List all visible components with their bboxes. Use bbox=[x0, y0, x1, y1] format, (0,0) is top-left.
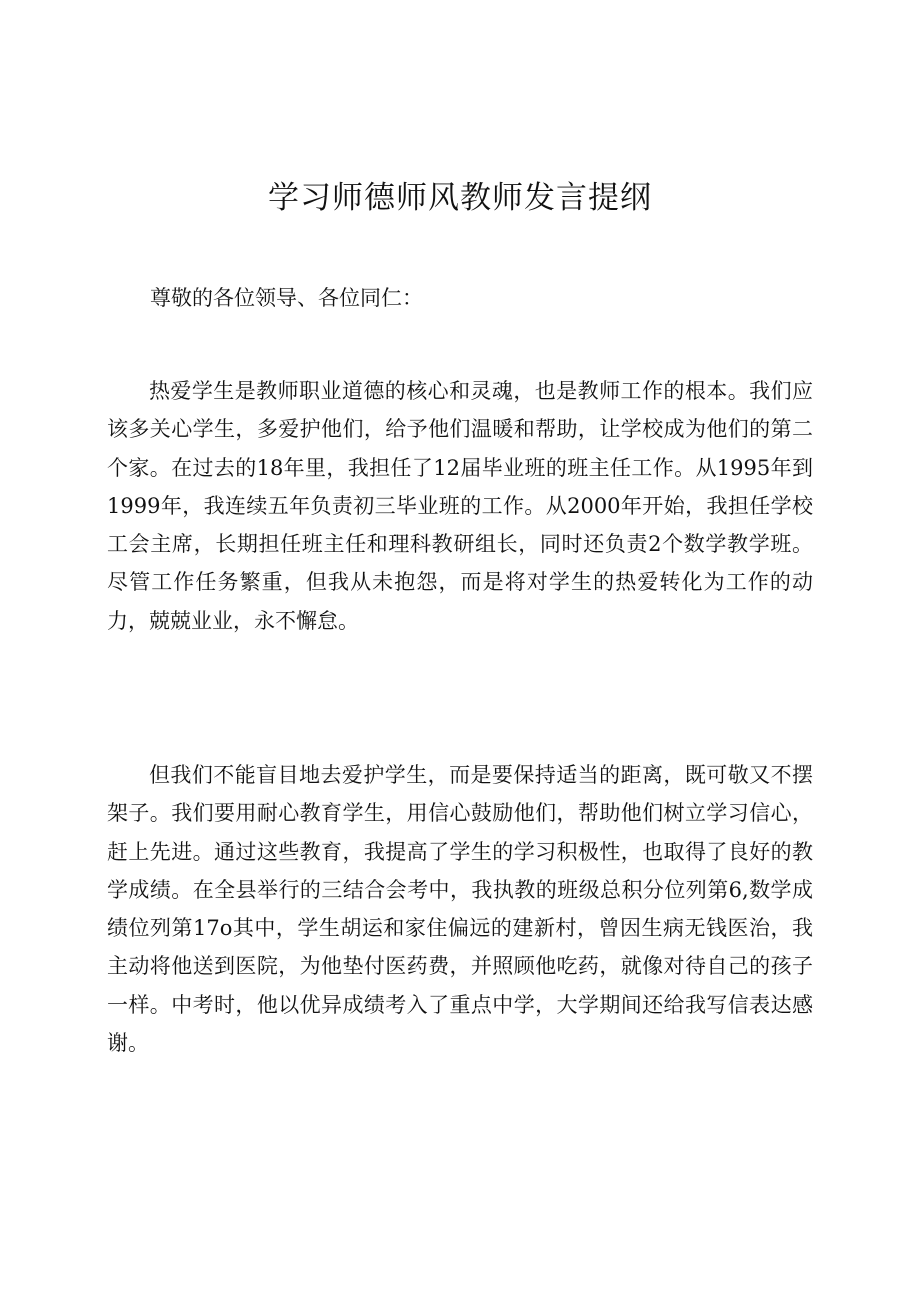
body-paragraph-2: 但我们不能盲目地去爱护学生，而是要保持适当的距离，既可敬又不摆架子。我们要用耐心教育学生，用信心鼓励他们，帮助他们树立学习信心，赶上先进。通过这些教育，我提高了学生的学习积极性，也取得了良好的教学成绩。在全县举行的三结合会考中，我执教的班级总积分位列第6,数学成绩位列第17o其中，学生胡运和家住偏远的建新村，曾因生病无钱医治，我主动将他送到医院，为他垫付医药费，并照顾他吃药，就像对待自己的孩子一样。中考时，他以优异成绩考入了重点中学，大学期间还给我写信表达感谢。 bbox=[107, 763, 813, 1056]
body-paragraph-1: 热爱学生是教师职业道德的核心和灵魂，也是教师工作的根本。我们应该多关心学生，多爱护他们，给予他们温暖和帮助，让学校成为他们的第二个家。在过去的18年里，我担任了12届毕业班的班主任工作。从1995年到1999年，我连续五年负责初三毕业班的工作。从2000年开始，我担任学校工会主席，长期担任班主任和理科教研组长，同时还负责2个数学教学班。尽管工作任务繁重，但我从未抱怨，而是将对学生的热爱转化为工作的动力，兢兢业业，永不懈怠。 bbox=[107, 379, 813, 633]
document-title: 学习师德师风教师发言提纲 bbox=[268, 180, 652, 216]
salutation: 尊敬的各位领导、各位同仁： bbox=[150, 286, 423, 310]
